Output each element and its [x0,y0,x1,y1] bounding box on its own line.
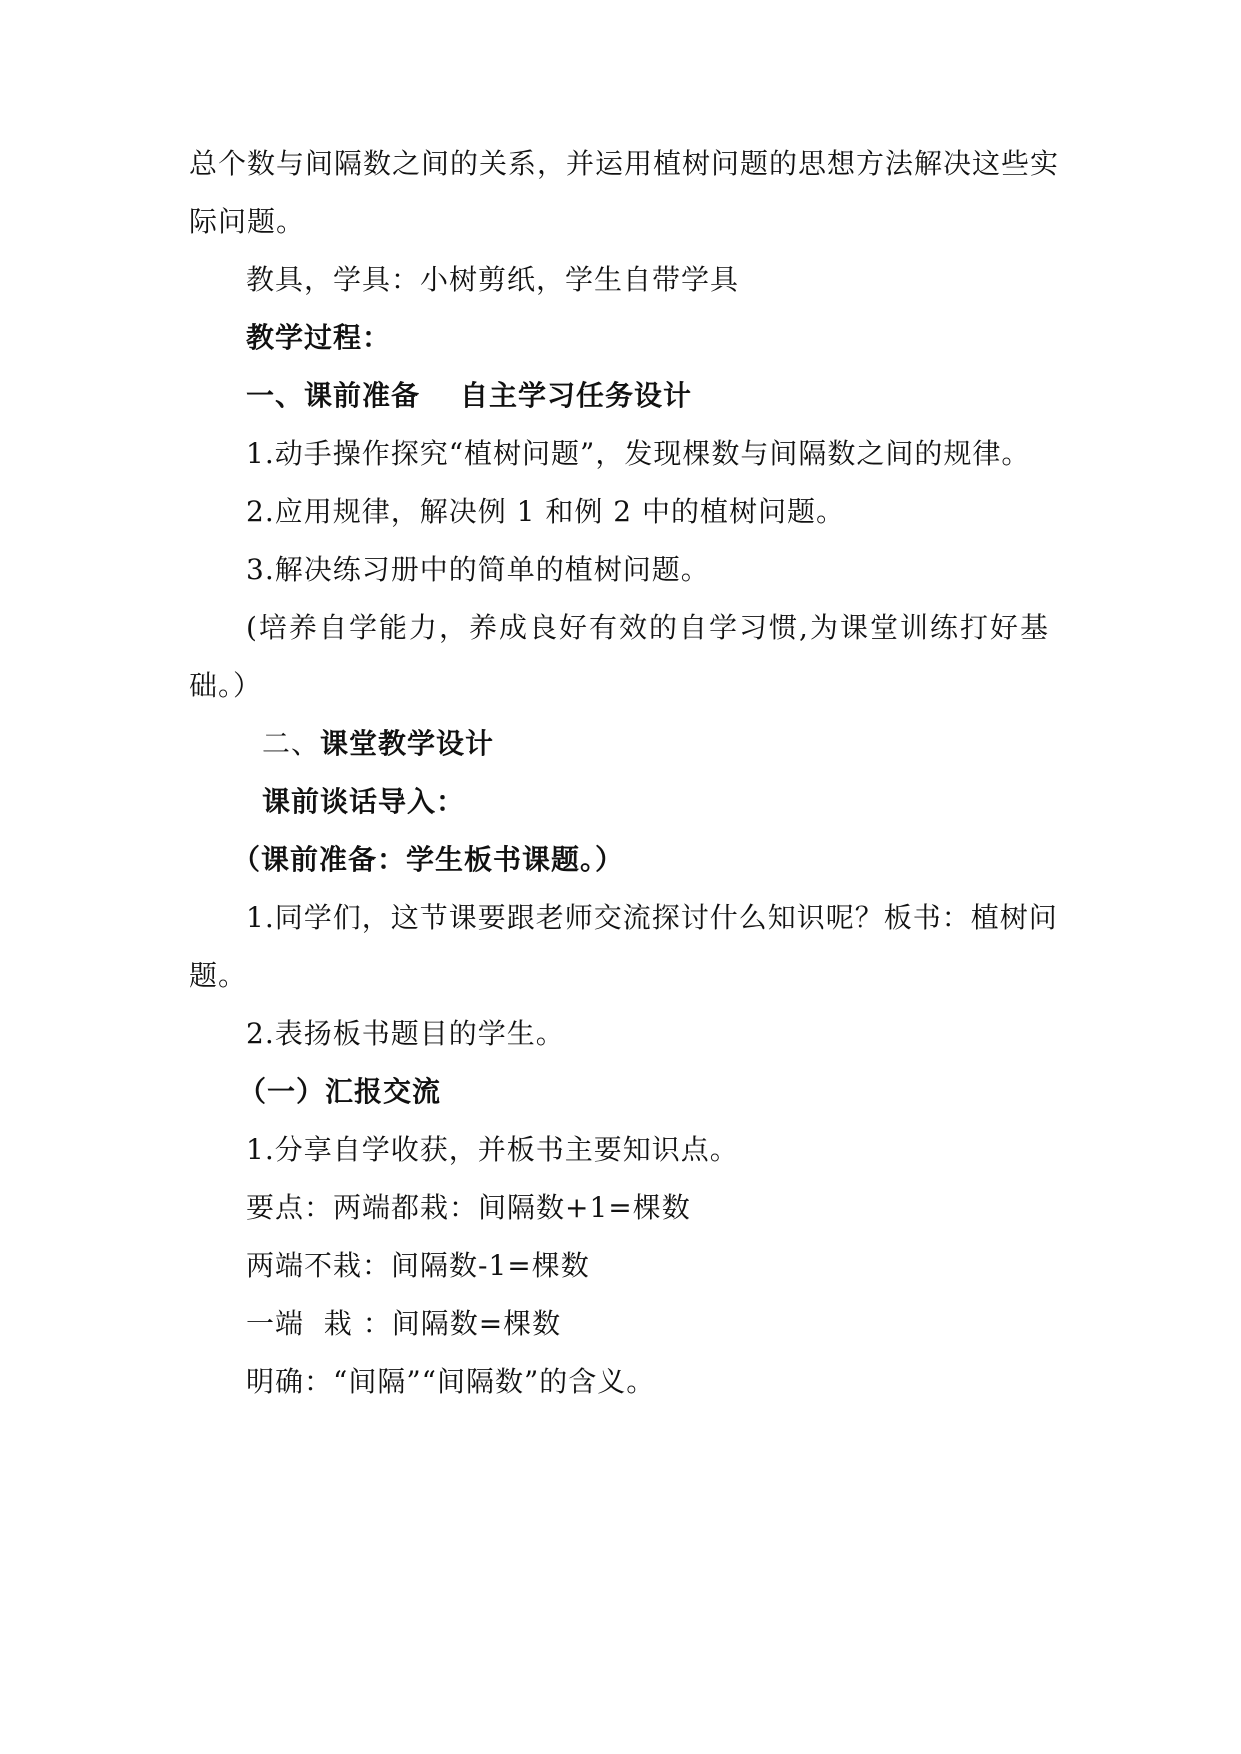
paragraph-line: 础。） [189,669,263,702]
list-item: 1.分享自学收获，并板书主要知识点。 [246,1133,739,1166]
paragraph-line: 总个数与间隔数之间的关系，并运用植树问题的思想方法解决这些实 [189,147,1060,180]
formula-line: 要点：两端都栽：间隔数+1=棵数 [246,1191,691,1224]
heading-text: 课堂教学设计 [320,727,495,760]
list-item: 1.动手操作探究“植树问题”，发现棵数与间隔数之间的规律。 [246,437,1031,470]
paragraph-line: 际问题。 [189,205,306,238]
paragraph-line: (培养自学能力，养成良好有效的自学习惯,为课堂训练打好基 [246,611,1049,644]
heading-number: 二、 [262,727,321,760]
list-item: 2.应用规律，解决例 1 和例 2 中的植树问题。 [246,495,845,528]
subheading-intro: 课前谈话导入： [262,785,466,818]
paragraph-line: 明确：“间隔”“间隔数”的含义。 [246,1365,656,1398]
section-heading-process: 教学过程： [246,321,392,354]
subheading-note: （课前准备：学生板书课题。） [232,843,625,876]
teaching-tools-line: 教具，学具：小树剪纸，学生自带学具 [246,263,740,296]
paragraph-line: 1.同学们，这节课要跟老师交流探讨什么知识呢？板书：植树问 [246,901,1058,934]
formula-line: 一端 栽 ：间隔数=棵数 [246,1307,562,1340]
section-heading-preparation [246,376,1066,416]
list-item: 2.表扬板书题目的学生。 [246,1017,565,1050]
section-heading-classroom [262,724,1062,764]
heading-part: 一、课前准备 [246,379,421,412]
subheading-report: （一）汇报交流 [238,1075,442,1108]
formula-line: 两端不栽：间隔数-1=棵数 [246,1249,590,1282]
list-item: 3.解决练习册中的简单的植树问题。 [246,553,710,586]
heading-part: 自主学习任务设计 [460,379,693,412]
paragraph-line: 题。 [189,959,248,992]
